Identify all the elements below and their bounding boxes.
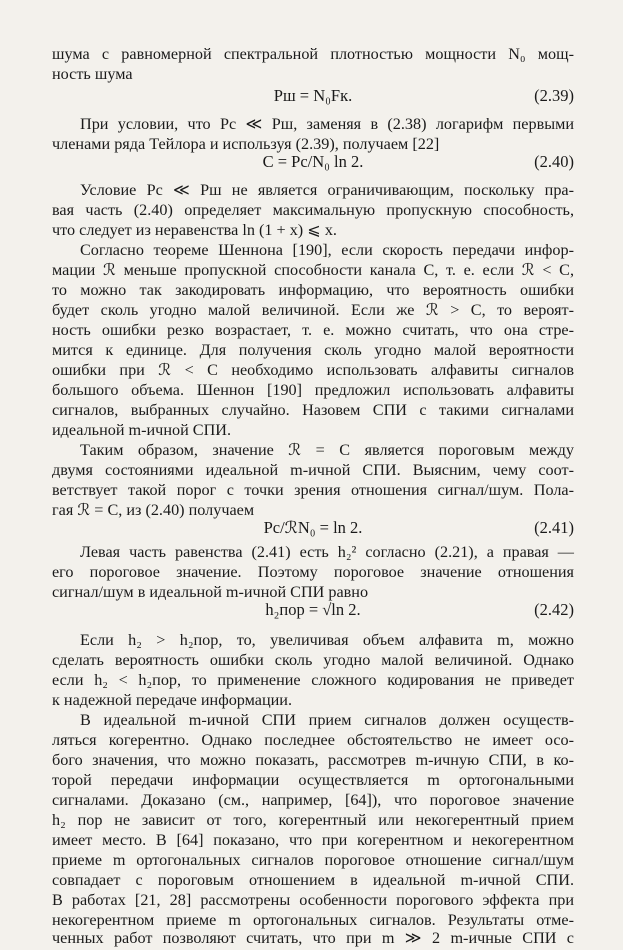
text-line: к надежной передаче информации. — [52, 691, 292, 709]
text-line: ченных работ позволяют считать, что при m ≫ 2 m-ичные СПИ с — [52, 929, 574, 947]
text-line: то можно так закодировать информацию, что вероятность ошибки — [52, 281, 574, 299]
text-line: сигналами. Доказано (см., например, [64]), что пороговое значение — [52, 791, 574, 809]
text-line: ляться когерентно. Однако последнее обстоятельство не имеет осо- — [52, 731, 574, 749]
equation-number: (2.42) — [534, 600, 574, 619]
text-line: некогерентном приеме m ортогональных сигналов. Результаты отме- — [52, 911, 574, 929]
text-line: двумя состояниями идеальной m-ичной СПИ. Выясним, чему соот- — [52, 461, 574, 479]
equation-2-40 — [52, 150, 574, 174]
text-line: сигналов, выбранных случайно. Назовем СПИ с такими сигналами — [52, 401, 574, 419]
text-line: ность шума — [52, 65, 133, 83]
text-line: вая часть (2.40) определяет максимальную пропускную способность, — [52, 201, 574, 219]
equation-2-39 — [52, 84, 574, 108]
text-line: бого значения, что можно показать, рассмотрев m-ичную СПИ, в ко- — [52, 751, 574, 769]
text-line: его пороговое значение. Поэтому пороговое значение отношения — [52, 563, 574, 581]
equation-number: (2.40) — [534, 152, 574, 171]
text-line: торой передачи информации осуществляется m ортогональными — [52, 771, 574, 789]
text-line: совпадает с пороговым отношением в идеальной m-ичной СПИ. — [52, 871, 574, 889]
text-line: будет сколь угодно малой величиной. Если же ℛ > C, то вероят- — [52, 301, 574, 319]
text-line: При условии, что Pс ≪ Pш, заменяя в (2.38) логарифм первыми — [80, 115, 574, 133]
text-line: если h₂ < h₂пор, то применение сложного кодирования не приведет — [52, 671, 574, 689]
text-line: идеальной m-ичной СПИ. — [52, 421, 232, 439]
text-line: ность ошибки резко возрастает, т. е. можно считать, что она стре- — [52, 321, 574, 339]
text-line: В работах [21, 28] рассмотрены особенности порогового эффекта при — [52, 891, 574, 909]
equation-number: (2.41) — [534, 518, 574, 537]
text-line: приеме m ортогональных сигналов пороговое отношение сигнал/шум — [52, 851, 574, 869]
equation-formula: h₂пор = √ln 2. — [265, 600, 361, 619]
text-line: членами ряда Тейлора и используя (2.39), получаем [22] — [52, 135, 440, 153]
equation-formula: Pс/ℛN₀ = ln 2. — [263, 518, 363, 537]
text-line: сигнал/шум в идеальной m-ичной СПИ равно — [52, 583, 369, 601]
text-line: что следует из неравенства ln (1 + x) ⩽ x. — [52, 221, 337, 239]
equation-formula: Pш = N₀Fк. — [273, 86, 353, 105]
text-line: В идеальной m-ичной СПИ прием сигналов должен осуществ- — [80, 711, 574, 729]
text-line: ошибки при ℛ < C необходимо использовать алфавиты сигналов — [52, 361, 574, 379]
text-line: Если h₂ > h₂пор, то, увеличивая объем алфавита m, можно — [80, 631, 574, 649]
equation-2-41 — [52, 516, 574, 540]
text-line: ветствует такой порог с точки зрения отношения сигнал/шум. Пола- — [52, 481, 574, 499]
text-line: сделать вероятность ошибки сколь угодно малой величиной. Однако — [52, 651, 574, 669]
equation-number: (2.39) — [534, 86, 574, 105]
text-line: большого объема. Шеннон [190] предложил использовать алфавиты — [52, 381, 574, 399]
text-line: Условие Pс ≪ Pш не является ограничивающим, поскольку пра- — [80, 181, 574, 199]
text-line: мится к единице. Для получения сколь угодно малой вероятности — [52, 341, 574, 359]
text-line: шума с равномерной спектральной плотностью мощности N₀ мощ- — [52, 45, 574, 63]
text-line: мации ℛ меньше пропускной способности канала C, т. е. если ℛ < C, — [52, 261, 574, 279]
text-line: Таким образом, значение ℛ = C является пороговым между — [80, 441, 574, 459]
text-line: гая ℛ = C, из (2.40) получаем — [52, 501, 255, 519]
equation-2-42 — [52, 598, 574, 622]
text-line: Левая часть равенства (2.41) есть h₂² согласно (2.21), а правая — — [80, 543, 574, 561]
equation-formula: C = Pс/N₀ ln 2. — [262, 152, 364, 171]
text-line: h₂ пор не зависит от того, когерентный или некогерентный прием — [52, 811, 574, 829]
text-line: имеет место. В [64] показано, что при когерентном и некогерентном — [52, 831, 574, 849]
text-line: Согласно теореме Шеннона [190], если скорость передачи инфор- — [80, 241, 574, 259]
